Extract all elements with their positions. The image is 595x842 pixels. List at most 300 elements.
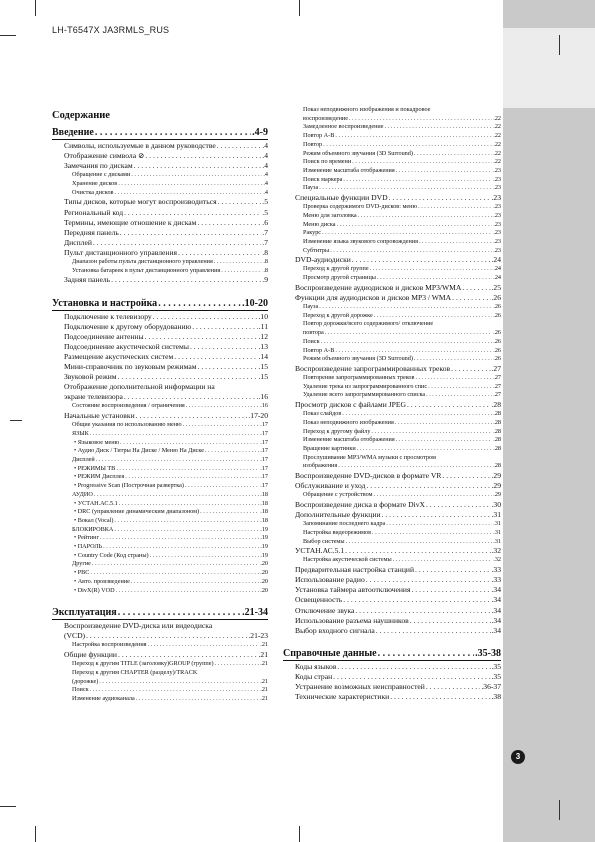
toc-entry-title: Предварительная настройка станций xyxy=(295,565,415,575)
toc-entry xyxy=(64,209,268,217)
toc-leader-dots xyxy=(131,172,262,178)
toc-leader-dots xyxy=(335,348,492,354)
toc-entry xyxy=(295,607,501,615)
toc-entry-title: Общие функции xyxy=(64,650,118,660)
toc-leader-dots xyxy=(116,588,260,594)
toc-leader-dots xyxy=(214,259,263,265)
toc-entry xyxy=(64,313,268,321)
toc-entry xyxy=(303,239,501,245)
toc-page-ref: .4 xyxy=(262,151,268,161)
toc-entry-title: Отображение дополнительной информации на xyxy=(64,382,215,392)
crop-mark xyxy=(35,0,36,16)
toc-leader-dots xyxy=(366,576,491,584)
toc-page-ref: .21-34 xyxy=(242,607,268,619)
toc-entry-title: Подключение к другому оборудованию xyxy=(64,321,192,331)
toc-leader-dots xyxy=(111,276,261,284)
toc-entry-title: Удаление всего запрограммированного списка xyxy=(303,391,426,399)
toc-entry xyxy=(72,403,268,409)
toc-entry-title: Прослушивание MP3/WMA музыки с просмотром xyxy=(303,453,436,461)
toc-leader-dots xyxy=(426,683,481,691)
toc-entry xyxy=(64,142,268,150)
toc-leader-dots xyxy=(205,448,259,454)
toc-page-ref: .10 xyxy=(258,311,268,321)
toc-entry-title: Другие xyxy=(72,560,91,568)
toc-entry xyxy=(303,107,501,113)
toc-entry-title: (дорожке) xyxy=(72,677,99,685)
toc-page-ref: .29 xyxy=(491,481,501,491)
toc-page-ref: .17 xyxy=(260,473,268,481)
toc-entry-title: • ПАРОЛЬ xyxy=(74,543,103,550)
toc-page-ref: .5 xyxy=(262,207,268,217)
toc-leader-dots xyxy=(342,411,492,417)
toc-entry xyxy=(64,651,268,659)
toc-leader-dots xyxy=(221,268,262,274)
toc-page-ref: .29 xyxy=(491,471,501,481)
toc-entry-title: Проверка содержимого DVD-дисков: меню xyxy=(303,203,418,211)
toc-entry xyxy=(74,501,268,507)
toc-page-ref: .4 xyxy=(262,141,268,150)
toc-leader-dots xyxy=(321,339,493,345)
toc-entry xyxy=(64,219,268,227)
toc-leader-dots xyxy=(114,518,259,524)
toc-leader-dots xyxy=(93,239,261,247)
toc-leader-dots xyxy=(352,256,491,264)
toc-leader-dots xyxy=(218,198,262,206)
toc-entry xyxy=(72,670,268,676)
toc-entry xyxy=(72,172,268,178)
toc-entry xyxy=(303,463,501,469)
toc-entry-title: Пульт дистанционного управления xyxy=(64,247,178,257)
toc-entry xyxy=(64,323,268,331)
toc-page-ref: .17 xyxy=(260,482,268,490)
toc-leader-dots xyxy=(396,168,493,174)
toc-entry xyxy=(303,539,501,545)
toc-leader-dots xyxy=(352,159,492,165)
toc-page-ref: .22 xyxy=(493,149,501,157)
toc-entry xyxy=(303,348,501,354)
toc-entry-title: • Аудио Диск / Титры На Диске / Меню На Диске xyxy=(74,447,205,455)
toc-page-ref: .4-9 xyxy=(252,127,268,138)
toc-entry xyxy=(72,642,268,648)
toc-entry xyxy=(64,152,268,160)
toc-entry xyxy=(295,501,501,509)
toc-leader-dots xyxy=(395,420,492,426)
toc-entry xyxy=(295,596,501,604)
toc-leader-dots xyxy=(333,673,490,681)
toc-entry xyxy=(74,518,268,524)
toc-entry xyxy=(303,392,501,398)
toc-leader-dots xyxy=(396,437,493,443)
toc-leader-dots xyxy=(415,566,490,574)
toc-entry-title: Удаление трека из запрограммированного спис xyxy=(303,382,428,390)
toc-entry xyxy=(64,393,268,401)
toc-page-ref: .28 xyxy=(491,400,501,410)
toc-leader-dots xyxy=(145,333,258,341)
toc-page-ref: .19 xyxy=(260,525,268,533)
toc-page-ref: .23 xyxy=(493,237,501,245)
toc-entry xyxy=(295,693,501,701)
toc-entry-title: Термины, имеющие отношение к дискам xyxy=(64,217,197,227)
toc-entry-title: Субтитры xyxy=(303,246,330,254)
side-tab-label-box xyxy=(503,28,595,108)
toc-entry-title: Изменение аудиоканала xyxy=(72,695,135,702)
toc-entry xyxy=(303,313,501,319)
toc-entry xyxy=(303,185,501,191)
toc-entry-title: Передняя панель xyxy=(64,227,119,237)
toc-entry xyxy=(303,248,501,254)
toc-leader-dots xyxy=(103,544,259,550)
toc-entry-title: Подключение к телевизору xyxy=(64,311,152,321)
toc-entry-title: воспроизведение xyxy=(303,114,348,122)
toc-leader-dots xyxy=(382,511,491,519)
toc-page-ref: .35 xyxy=(491,661,501,671)
toc-entry-title: Переход к другим TITLE (заголовку)GROUP (группе) xyxy=(72,660,214,668)
toc-page-ref: .23 xyxy=(493,166,501,174)
toc-leader-dots xyxy=(337,663,490,671)
toc-entry xyxy=(64,249,268,257)
toc-page-ref: .16 xyxy=(260,402,268,410)
toc-entry xyxy=(303,330,501,336)
toc-leader-dots xyxy=(370,266,493,272)
toc-leader-dots xyxy=(118,608,241,618)
toc-page-ref: .31 xyxy=(493,528,501,536)
toc-page-ref: .29 xyxy=(493,491,501,499)
toc-entry xyxy=(64,333,268,341)
toc-page-ref: .21 xyxy=(258,650,268,660)
toc-entry xyxy=(303,530,501,536)
toc-leader-dots xyxy=(116,466,259,472)
section-rule xyxy=(52,619,268,620)
toc-page-ref: .28 xyxy=(493,427,501,435)
toc-entry xyxy=(72,457,268,463)
toc-entry xyxy=(303,124,501,130)
toc-page-ref: .33 xyxy=(491,565,501,575)
toc-entry-title: • DRC (управление динамическим диапазоном) xyxy=(74,508,200,516)
toc-entry-title: (VCD) xyxy=(64,631,86,641)
toc-page-ref: .31 xyxy=(491,510,501,520)
toc-entry-title: • Вокал (Vocal) xyxy=(74,516,114,524)
toc-leader-dots xyxy=(124,209,261,217)
toc-entry xyxy=(303,275,501,281)
toc-leader-dots xyxy=(145,152,261,160)
toc-page-ref: .26 xyxy=(493,329,501,337)
toc-leader-dots xyxy=(148,642,260,648)
toc-entry xyxy=(303,437,501,443)
toc-leader-dots xyxy=(96,457,260,463)
toc-entry xyxy=(295,511,501,519)
toc-leader-dots xyxy=(124,393,258,401)
toc-page-ref: .21 xyxy=(260,641,268,649)
toc-leader-dots xyxy=(120,229,261,237)
toc-page-ref: .15 xyxy=(258,372,268,382)
toc-leader-dots xyxy=(386,521,492,527)
toc-leader-dots xyxy=(183,422,260,428)
toc-entry xyxy=(64,632,268,640)
toc-leader-dots xyxy=(136,412,248,420)
toc-entry xyxy=(72,527,268,533)
toc-leader-dots xyxy=(114,190,262,196)
toc-page-ref: .23 xyxy=(493,211,501,219)
toc-page-ref: .27 xyxy=(491,363,501,373)
toc-leader-dots xyxy=(178,249,261,257)
toc-entry xyxy=(72,492,268,498)
toc-entry-title: Показ слайдов xyxy=(303,410,342,418)
toc-entry-title: • Языковое меню xyxy=(74,438,120,446)
toc-entry xyxy=(303,420,501,426)
toc-entry-title: Символы, используемые в данном руководстве xyxy=(64,141,216,150)
toc-page-ref: .34 xyxy=(491,615,501,625)
toc-entry xyxy=(64,162,268,170)
toc-section-heading xyxy=(52,128,268,138)
toc-entry xyxy=(72,259,268,265)
toc-entry xyxy=(74,448,268,454)
toc-leader-dots xyxy=(349,116,492,122)
toc-page-ref: .6 xyxy=(262,217,268,227)
toc-entry xyxy=(303,321,501,327)
toc-entry-title: Эксплуатация xyxy=(52,607,117,619)
toc-page-ref: .26 xyxy=(493,355,501,363)
toc-entry xyxy=(74,553,268,559)
toc-entry-title: ЯЗЫК xyxy=(72,429,89,437)
toc-page-ref: .12 xyxy=(258,331,268,341)
toc-entry-title: Введение xyxy=(52,127,94,138)
toc-page-ref: .17 xyxy=(260,447,268,455)
toc-entry-title: Дисплей xyxy=(64,237,92,247)
toc-leader-dots xyxy=(426,392,492,398)
toc-entry xyxy=(72,190,268,196)
toc-entry xyxy=(72,422,268,428)
toc-page-ref: .25 xyxy=(491,282,501,292)
toc-page-ref: .14 xyxy=(258,351,268,361)
toc-entry-title: Выбор системы xyxy=(303,537,345,545)
toc-entry xyxy=(295,617,501,625)
toc-entry-title: Диапазон работы пульта дистанционного управления xyxy=(72,258,213,265)
toc-entry xyxy=(303,411,501,417)
crop-mark xyxy=(35,826,36,842)
toc-leader-dots xyxy=(372,530,492,536)
toc-entry xyxy=(303,133,501,139)
toc-entry-title: Установка и настройка xyxy=(52,297,158,309)
toc-entry xyxy=(74,483,268,489)
toc-entry xyxy=(295,194,501,202)
toc-entry-title: Воспроизведение запрограммированных треков xyxy=(295,363,451,373)
toc-page-ref: .27 xyxy=(493,382,501,390)
toc-entry xyxy=(295,627,501,635)
toc-leader-dots xyxy=(134,162,262,170)
toc-entry-title: Региональный код xyxy=(64,207,124,217)
toc-leader-dots xyxy=(158,299,241,309)
toc-entry-title: Дополнительные функции xyxy=(295,510,381,520)
toc-leader-dots xyxy=(198,363,258,371)
toc-page-ref: .9 xyxy=(262,275,268,285)
toc-entry xyxy=(64,229,268,237)
toc-page-ref: .5 xyxy=(262,197,268,207)
toc-entry xyxy=(303,230,501,236)
toc-entry-title: Настройка акустической системы xyxy=(303,556,392,564)
toc-entry xyxy=(295,482,501,490)
toc-leader-dots xyxy=(414,356,492,362)
toc-entry-title: Обслуживание и уход xyxy=(295,481,366,491)
toc-page-ref: .23 xyxy=(493,175,501,183)
toc-leader-dots xyxy=(323,142,492,148)
toc-leader-dots xyxy=(374,313,493,319)
toc-entry-title: Вращение картинки xyxy=(303,445,356,452)
toc-page-ref: .33 xyxy=(491,575,501,585)
toc-entry-title: Изменение масштаба отображения xyxy=(303,436,395,444)
toc-entry xyxy=(303,356,501,362)
toc-page-ref: .32 xyxy=(493,556,501,564)
toc-page-ref: .7 xyxy=(262,237,268,247)
toc-leader-dots xyxy=(114,527,259,533)
toc-leader-dots xyxy=(330,248,492,254)
toc-page-ref: .11 xyxy=(258,321,268,331)
toc-leader-dots xyxy=(186,403,260,409)
toc-page-ref: .26 xyxy=(493,346,501,354)
toc-entry xyxy=(72,268,268,274)
toc-entry-title: Переход к другим CHAPTER (разделу)/TRACK xyxy=(72,668,198,676)
toc-entry-title: DVD-аудиодиски xyxy=(295,255,351,265)
toc-entry-title: Размещение акустических систем xyxy=(64,351,174,361)
toc-leader-dots xyxy=(94,492,259,498)
toc-page-ref: .31 xyxy=(493,537,501,545)
toc-leader-dots xyxy=(200,509,259,515)
toc-page-ref: .10-20 xyxy=(242,297,268,309)
toc-entry xyxy=(295,472,501,480)
toc-leader-dots xyxy=(389,194,491,202)
toc-entry-title: • DivX(R) VOD xyxy=(74,586,115,594)
toc-page-ref: .18 xyxy=(260,490,268,498)
crop-mark xyxy=(559,35,560,55)
crop-mark xyxy=(299,826,300,842)
toc-entry xyxy=(64,198,268,206)
toc-entry xyxy=(72,431,268,437)
toc-page-ref: .18 xyxy=(260,516,268,524)
toc-leader-dots xyxy=(136,696,260,702)
toc-entry xyxy=(295,365,501,373)
toc-entry-title: Хранение дисков xyxy=(72,180,118,187)
toc-entry-title: Поиск xyxy=(303,337,320,345)
toc-entry-title: Функции для аудиодисков и дисков MP3 / WMA xyxy=(295,292,452,302)
toc-page-ref: .28 xyxy=(493,418,501,426)
toc-leader-dots xyxy=(451,365,490,373)
toc-leader-dots xyxy=(415,375,492,381)
toc-entry-title: Начальные установки xyxy=(64,411,135,421)
toc-page-ref: .26 xyxy=(493,303,501,310)
toc-entry-title: Воспроизведение аудиодисков и дисков MP3/WMA xyxy=(295,282,462,292)
toc-page-ref: .24 xyxy=(491,255,501,265)
toc-entry xyxy=(303,213,501,219)
toc-entry-title: Просмотр дисков с файлами JPEG xyxy=(295,400,406,410)
toc-leader-dots xyxy=(215,661,260,667)
toc-page-ref: .21 xyxy=(260,695,268,702)
toc-page-ref: .23 xyxy=(493,246,501,254)
toc-entry-title: Воспроизведение DVD-диска или видеодиска xyxy=(64,621,213,631)
toc-leader-dots xyxy=(90,431,260,437)
toc-leader-dots xyxy=(418,204,492,210)
toc-page-ref: .18 xyxy=(260,499,268,507)
toc-leader-dots xyxy=(428,384,492,390)
toc-entry xyxy=(295,663,501,671)
toc-entry xyxy=(295,547,501,555)
toc-page-ref: .17 xyxy=(260,456,268,463)
toc-page-ref: .20 xyxy=(260,586,268,594)
toc-entry-title: Повтор A-B xyxy=(303,132,335,140)
toc-page-ref: .23 xyxy=(493,184,501,192)
section-rule xyxy=(52,139,268,140)
toc-leader-dots xyxy=(119,501,260,507)
toc-entry xyxy=(295,576,501,584)
toc-entry-title: Замечания по дискам xyxy=(64,161,133,171)
toc-entry-title: Повторение запрограммированных треков xyxy=(303,374,415,381)
toc-entry-title: Звуковой режим xyxy=(64,372,117,382)
toc-entry xyxy=(303,521,501,527)
toc-entry-title: изображения xyxy=(303,462,338,470)
toc-leader-dots xyxy=(86,632,247,640)
toc-leader-dots xyxy=(346,539,493,545)
toc-entry-title: Использование радио xyxy=(295,575,365,585)
toc-entry-title: Общие указания по использованию меню xyxy=(72,421,182,429)
toc-page-ref: .17 xyxy=(260,438,268,446)
toc-leader-dots xyxy=(125,474,259,480)
toc-page-ref: .13 xyxy=(258,341,268,351)
toc-entry xyxy=(303,375,501,381)
toc-entry-title: повтора xyxy=(303,329,324,337)
toc-entry xyxy=(303,159,501,165)
toc-leader-dots xyxy=(371,429,492,435)
toc-page-ref: .22 xyxy=(493,140,501,148)
toc-entry-title: Специальные функции DVD xyxy=(295,193,388,202)
toc-entry xyxy=(74,544,268,550)
toc-leader-dots xyxy=(99,679,259,685)
toc-entry-title: • УСТАН.АС.5.1 xyxy=(74,499,118,507)
toc-leader-dots xyxy=(337,222,493,228)
toc-leader-dots xyxy=(384,124,492,130)
toc-entry xyxy=(295,673,501,681)
toc-page-ref: .31 xyxy=(493,520,501,528)
toc-page-ref: .26 xyxy=(491,292,501,302)
toc-entry-title: Поиск маркера xyxy=(303,175,343,183)
toc-entry xyxy=(303,151,501,157)
toc-entry-title: Пауза xyxy=(303,184,319,192)
toc-entry xyxy=(74,570,268,576)
toc-entry-title: Переход к другой дорожке xyxy=(303,311,373,319)
toc-leader-dots xyxy=(118,373,258,381)
toc-entry-title: Показ неподвижного изображения xyxy=(303,418,394,426)
toc-entry xyxy=(64,383,268,391)
toc-leader-dots xyxy=(197,219,261,227)
toc-title: Содержание xyxy=(52,110,110,121)
toc-leader-dots xyxy=(335,133,492,139)
toc-entry-title: • PBC xyxy=(74,569,90,577)
toc-entry xyxy=(74,579,268,585)
toc-entry xyxy=(72,679,268,685)
toc-page-ref: .23 xyxy=(493,229,501,237)
toc-page-ref: .4 xyxy=(263,171,268,179)
toc-leader-dots xyxy=(118,651,257,659)
toc-page-ref: .34 xyxy=(491,625,501,635)
toc-page-ref: .21-23 xyxy=(248,631,268,641)
crop-mark xyxy=(299,0,300,16)
toc-entry-title: АУДИО xyxy=(72,490,93,498)
toc-page-ref: .34 xyxy=(491,605,501,615)
toc-leader-dots xyxy=(90,687,260,693)
toc-entry-title: БЛОКИРОВКА xyxy=(72,525,114,533)
toc-entry-title: • РЕЖИМЫ ТВ xyxy=(74,464,116,472)
toc-entry xyxy=(295,566,501,574)
toc-entry-title: Установка батареек в пульт дистанционного управления xyxy=(72,266,221,274)
toc-entry xyxy=(64,363,268,371)
toc-entry xyxy=(303,142,501,148)
